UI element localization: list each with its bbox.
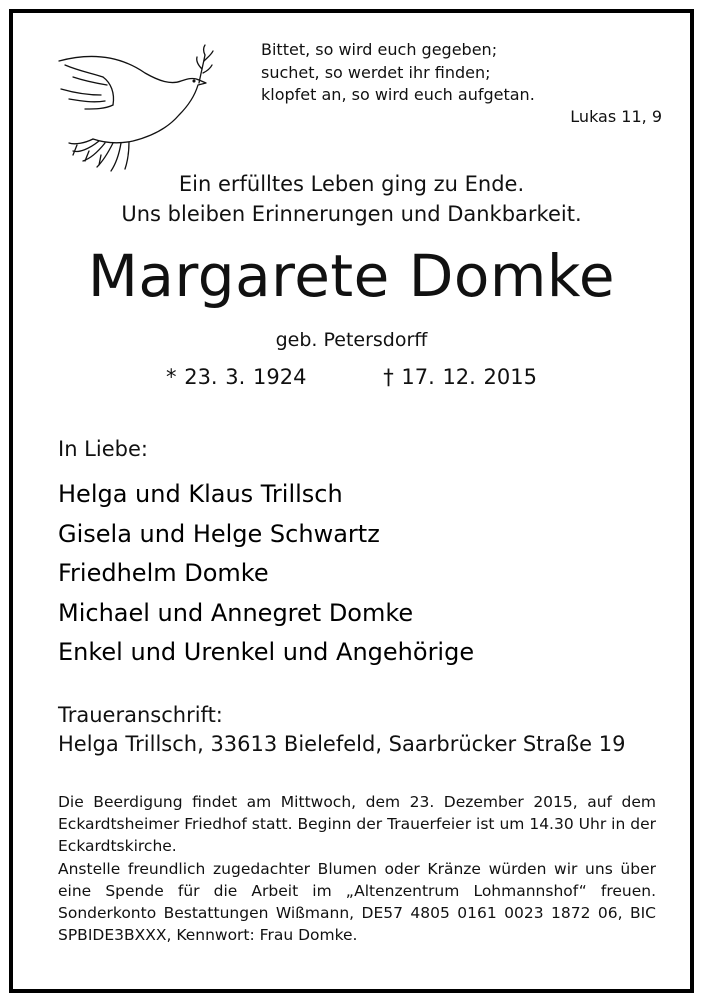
- mourner-name: Friedhelm Domke: [58, 559, 269, 587]
- birth-date: * 23. 3. 1924: [166, 365, 307, 389]
- mourners-list: [58, 475, 474, 673]
- bible-verse: [261, 39, 535, 107]
- intro-text: [13, 169, 690, 229]
- death-date: † 17. 12. 2015: [383, 365, 537, 389]
- mourning-address: [58, 701, 625, 759]
- mourners-heading: In Liebe:: [58, 437, 148, 461]
- donation-details: Anstelle freundlich zugedachter Blumen oder Kränze würden wir uns über eine Spende für die Arbeit im „Altenzentrum Lohmannshof“ freuen. Sonderkonto Bestattungen Wißmann, DE57 4805 0161 0023 1872 06, BIC SPBIDE3BXXX, Kennwort: Frau Domke.: [58, 859, 656, 945]
- funeral-details: Die Beerdigung findet am Mittwoch, dem 23. Dezember 2015, auf dem Eckardtsheimer Friedhof statt. Beginn der Trauerfeier ist um 14.30 Uhr in der Eckardtskirche.: [58, 793, 656, 856]
- address-value: Helga Trillsch, 33613 Bielefeld, Saarbrücker Straße 19: [58, 732, 626, 756]
- mourner-name: Gisela und Helge Schwartz: [58, 519, 380, 548]
- mourner-name: Michael und Annegret Domke: [58, 598, 414, 627]
- intro-line-2: Uns bleiben Erinnerungen und Dankbarkeit.: [121, 202, 582, 226]
- verse-line: Bittet, so wird euch gegeben;: [261, 40, 498, 59]
- intro-line-1: Ein erfülltes Leben ging zu Ende.: [178, 172, 525, 196]
- mourner-name: Enkel und Urenkel und Angehörige: [58, 638, 475, 666]
- deceased-name: Margarete Domke: [87, 242, 616, 310]
- life-dates: [13, 365, 690, 389]
- verse-line: klopfet an, so wird euch aufgetan.: [261, 85, 535, 104]
- funeral-info: [58, 791, 656, 946]
- dove-icon: [49, 43, 214, 178]
- obituary-card: [9, 9, 694, 993]
- maiden-name: geb. Petersdorff: [275, 329, 428, 351]
- verse-line: suchet, so werdet ihr finden;: [261, 62, 491, 82]
- verse-reference: Lukas 11, 9: [570, 107, 662, 126]
- address-label: Traueranschrift:: [58, 703, 223, 727]
- mourner-name: Helga und Klaus Trillsch: [58, 480, 343, 508]
